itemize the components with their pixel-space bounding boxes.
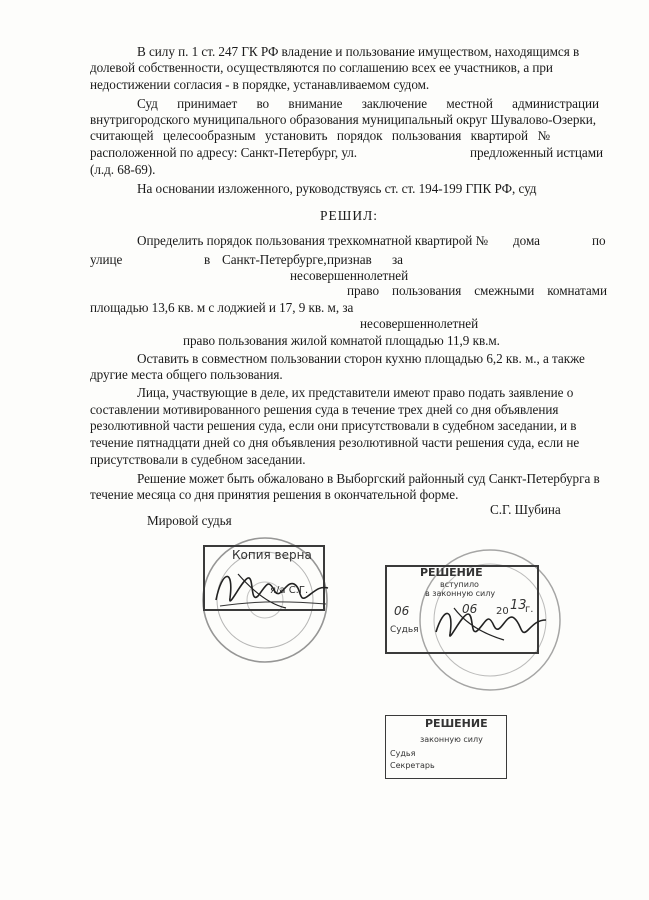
text-line: Решение может быть обжаловано в Выборгский районный суд Санкт-Петербурга в xyxy=(137,471,600,486)
handwritten-signature-icon xyxy=(208,560,338,620)
text-line: несовершеннолетней xyxy=(290,268,409,283)
decision-stamp-line2: в законную силу xyxy=(425,589,496,598)
decision-stamp-year-hand: 13 xyxy=(510,598,527,613)
decision-stamp-year: 20 xyxy=(496,606,509,617)
text-line: течение пятнадцати дней со дня объявления резолютивной части решения суда, если не xyxy=(90,435,580,450)
text-line: долевой собственности, осуществляются по соглашению всех ее участников, а при xyxy=(90,60,553,75)
decision-stamp-lower-judge: Судья xyxy=(390,749,416,758)
text-line: недостижении согласия - в порядке, устанавливаемом судом. xyxy=(90,77,430,92)
decision-stamp-line1: вступило xyxy=(440,580,479,589)
text-line: другие места общего пользования. xyxy=(90,367,283,382)
text-line: за xyxy=(392,252,403,267)
text-line: признав xyxy=(327,252,372,267)
decision-stamp-judge: Судья xyxy=(390,625,419,635)
signature-role: Мировой судья xyxy=(147,513,232,528)
text-line: В силу п. 1 ст. 247 ГК РФ владение и пользование имуществом, находящимся в xyxy=(137,44,580,59)
word: порядок xyxy=(336,128,383,143)
text-line: Лица, участвующие в деле, их представители имеют право подать заявление о xyxy=(137,385,574,400)
handwritten-signature-icon xyxy=(430,598,550,648)
text-line: (л.д. 68-69). xyxy=(90,162,156,177)
text-line: присутствовали в судебном заседании. xyxy=(90,452,306,467)
word: установить xyxy=(265,128,328,143)
text-line: Санкт-Петербурге, xyxy=(222,252,327,267)
word: заключение xyxy=(361,96,428,111)
text-line: Определить порядок пользования трехкомнатной квартирой № xyxy=(137,233,489,248)
text-line: Оставить в совместном пользовании сторон кухню площадью 6,2 кв. м., а также xyxy=(137,351,585,366)
text-line xyxy=(90,128,550,144)
word: квартирой xyxy=(470,128,529,143)
text-line: несовершеннолетней xyxy=(360,316,479,331)
word: № xyxy=(537,128,550,143)
decision-stamp-year-suffix: г. xyxy=(525,604,534,615)
signature-name: С.Г. Шубина xyxy=(490,502,561,517)
copy-stamp-sub: я/а С.Г. xyxy=(270,585,309,596)
text-line: расположенной по адресу: Санкт-Петербург, ул. xyxy=(90,145,358,160)
word: пользования xyxy=(391,128,462,143)
text-line: право пользования жилой комнатой площадью 11,9 кв.м. xyxy=(183,333,500,348)
text-line: течение месяца со дня принятия решения в окончательной форме. xyxy=(90,487,459,502)
word: комнатами xyxy=(547,283,607,298)
text-line xyxy=(137,96,599,112)
decision-stamp-lower-title: РЕШЕНИЕ xyxy=(425,717,488,730)
decision-stamp-lower-secretary: Секретарь xyxy=(390,761,435,770)
text-line xyxy=(347,283,607,299)
word: право xyxy=(347,283,379,298)
word: принимает xyxy=(177,96,238,111)
text-line: На основании изложенного, руководствуясь ст. ст. 194-199 ГПК РФ, суд xyxy=(137,181,537,196)
decision-stamp-day: 06 xyxy=(394,604,410,618)
text-line: в xyxy=(204,252,211,267)
word: во xyxy=(256,96,270,111)
word: пользования xyxy=(391,283,462,298)
text-line: площадью 13,6 кв. м с лоджией и 17, 9 кв. м, за xyxy=(90,300,354,315)
text-line: улице xyxy=(90,252,123,267)
decision-heading: РЕШИЛ: xyxy=(320,208,379,223)
word: местной xyxy=(446,96,493,111)
word: целесообразным xyxy=(162,128,256,143)
word: Суд xyxy=(137,96,158,111)
copy-stamp-title: Копия верна xyxy=(232,548,312,562)
text-line: составлении мотивированного решения суда в течение трех дней со дня объявления xyxy=(90,402,559,417)
decision-stamp-month: 06 xyxy=(462,602,478,616)
word: считающей xyxy=(90,128,154,143)
text-line: предложенный истцами xyxy=(470,145,603,160)
word: внимание xyxy=(288,96,343,111)
word: смежными xyxy=(474,283,535,298)
text-line: внутригородского муниципального образования муниципальный округ Шувалово-Озерки, xyxy=(90,112,597,127)
text-line: по xyxy=(592,233,606,248)
decision-stamp-title: РЕШЕНИЕ xyxy=(420,566,483,579)
word: администрации xyxy=(512,96,599,111)
text-line: резолютивной части решения суда, если они присутствовали в судебном заседании, и в xyxy=(90,418,577,433)
decision-stamp-lower-line: законную силу xyxy=(420,735,483,744)
text-line: дома xyxy=(513,233,540,248)
